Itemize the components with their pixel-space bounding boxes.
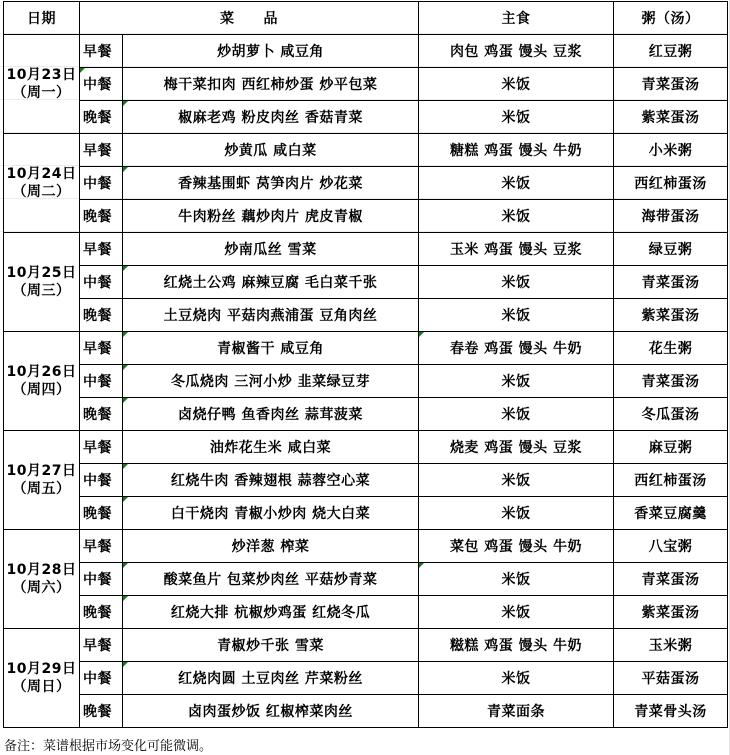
dishes-text: 酸菜鱼片 包菜炒肉丝 平菇炒青菜 <box>163 572 378 588</box>
table-row <box>4 629 728 662</box>
table-row <box>4 35 728 68</box>
date-label: 10月24日 <box>6 166 77 182</box>
dishes-cell[interactable] <box>123 167 419 200</box>
weekday-label: （周二） <box>12 184 71 200</box>
soup-cell[interactable]: 冬瓜蛋汤 <box>614 398 728 431</box>
weekday-label: （周四） <box>12 382 71 398</box>
meal-cell[interactable]: 晚餐 <box>80 299 123 332</box>
meal-cell[interactable] <box>80 68 123 101</box>
date-cell[interactable] <box>4 332 80 431</box>
comment-marker-icon <box>123 596 128 601</box>
soup-cell[interactable]: 花生粥 <box>614 332 728 365</box>
staple-cell[interactable]: 糍糕 鸡蛋 馒头 牛奶 <box>419 629 614 662</box>
comment-marker-icon <box>123 167 128 172</box>
dishes-cell[interactable]: 梅干菜扣肉 西红柿炒蛋 炒平包菜 <box>123 68 419 101</box>
soup-cell[interactable]: 青菜蛋汤 <box>614 68 728 101</box>
dishes-cell[interactable] <box>123 398 419 431</box>
meal-cell[interactable]: 中餐 <box>80 662 123 695</box>
staple-cell[interactable]: 米饭 <box>419 497 614 530</box>
meal-cell[interactable]: 晚餐 <box>80 101 123 134</box>
date-cell[interactable] <box>4 530 80 629</box>
dishes-cell[interactable] <box>123 563 419 596</box>
date-label: 10月25日 <box>6 265 77 281</box>
table-row <box>4 398 728 431</box>
dishes-cell[interactable]: 炒胡萝卜 咸豆角 <box>123 35 419 68</box>
dishes-text: 冬瓜烧肉 三河小炒 韭菜绿豆芽 <box>170 374 371 390</box>
soup-cell[interactable]: 紫菜蛋汤 <box>614 101 728 134</box>
weekday-label: （周一） <box>12 85 71 101</box>
weekday-label: （周五） <box>12 481 71 497</box>
dishes-text: 红烧牛肉 香辣翅根 蒜蓉空心菜 <box>170 473 371 489</box>
dishes-text: 卤烧仔鸭 鱼香肉丝 蒜茸菠菜 <box>178 407 363 423</box>
table-row <box>4 497 728 530</box>
table-row <box>4 266 728 299</box>
dishes-text: 红烧土公鸡 麻辣豆腐 毛白菜千张 <box>163 275 378 291</box>
meal-cell[interactable]: 早餐 <box>80 134 123 167</box>
table-row <box>4 431 728 464</box>
staple-cell[interactable]: 米饭 <box>419 68 614 101</box>
staple-cell[interactable]: 米饭 <box>419 365 614 398</box>
meal-cell[interactable]: 中餐 <box>80 266 123 299</box>
header-staple[interactable]: 主食 <box>419 2 614 35</box>
date-cell[interactable] <box>4 233 80 332</box>
dishes-cell[interactable]: 青椒炒千张 雪菜 <box>123 629 419 662</box>
staple-cell[interactable] <box>419 332 614 365</box>
soup-cell[interactable]: 青菜蛋汤 <box>614 365 728 398</box>
dishes-cell[interactable] <box>123 662 419 695</box>
staple-text: 米饭 <box>501 572 531 588</box>
table-row <box>4 464 728 497</box>
meal-cell[interactable]: 晚餐 <box>80 398 123 431</box>
dishes-text: 香辣基围虾 莴笋肉片 炒花菜 <box>178 176 363 192</box>
staple-cell[interactable]: 米饭 <box>419 398 614 431</box>
soup-cell[interactable]: 绿豆粥 <box>614 233 728 266</box>
comment-marker-icon <box>419 563 424 568</box>
comment-marker-icon <box>123 266 128 271</box>
staple-cell[interactable]: 烧麦 鸡蛋 馒头 豆浆 <box>419 431 614 464</box>
staple-cell[interactable]: 米饭 <box>419 200 614 233</box>
weekly-menu-table <box>3 1 728 728</box>
meal-cell[interactable]: 中餐 <box>80 365 123 398</box>
soup-cell[interactable]: 紫菜蛋汤 <box>614 596 728 629</box>
comment-marker-icon <box>123 332 128 337</box>
table-row <box>4 530 728 563</box>
soup-cell[interactable]: 八宝粥 <box>614 530 728 563</box>
comment-marker-icon <box>123 662 128 667</box>
table-row <box>4 695 728 728</box>
dishes-cell[interactable]: 牛肉粉丝 藕炒肉片 虎皮青椒 <box>123 200 419 233</box>
meal-cell[interactable]: 早餐 <box>80 431 123 464</box>
date-cell[interactable] <box>4 431 80 530</box>
soup-cell[interactable]: 紫菜蛋汤 <box>614 299 728 332</box>
meal-cell[interactable]: 早餐 <box>80 629 123 662</box>
staple-cell[interactable]: 米饭 <box>419 167 614 200</box>
meal-cell[interactable]: 早餐 <box>80 35 123 68</box>
dishes-cell[interactable]: 油炸花生米 咸白菜 <box>123 431 419 464</box>
date-label: 10月23日 <box>6 67 77 83</box>
table-row <box>4 68 728 101</box>
meal-cell[interactable]: 晚餐 <box>80 497 123 530</box>
date-cell[interactable] <box>4 35 80 134</box>
header-row <box>4 2 728 35</box>
comment-marker-icon <box>123 398 128 403</box>
dishes-cell[interactable]: 炒洋葱 榨菜 <box>123 530 419 563</box>
soup-cell[interactable]: 青菜蛋汤 <box>614 563 728 596</box>
staple-cell[interactable]: 米饭 <box>419 464 614 497</box>
meal-label: 中餐 <box>83 77 112 93</box>
comment-marker-icon <box>123 563 128 568</box>
staple-cell[interactable]: 米饭 <box>419 662 614 695</box>
table-row <box>4 332 728 365</box>
date-cell[interactable] <box>4 629 80 728</box>
comment-marker-icon <box>80 68 85 73</box>
soup-cell[interactable]: 青菜蛋汤 <box>614 266 728 299</box>
table-row <box>4 167 728 200</box>
staple-cell[interactable]: 米饭 <box>419 266 614 299</box>
comment-marker-icon <box>419 332 424 337</box>
staple-cell[interactable]: 肉包 鸡蛋 馒头 豆浆 <box>419 35 614 68</box>
table-row <box>4 563 728 596</box>
staple-cell[interactable]: 青菜面条 <box>419 695 614 728</box>
staple-cell[interactable]: 米饭 <box>419 101 614 134</box>
comment-marker-icon <box>123 101 128 106</box>
footnote[interactable]: 备注：菜谱根据市场变化可能微调。 <box>4 739 213 754</box>
meal-cell[interactable]: 早餐 <box>80 233 123 266</box>
soup-cell[interactable]: 海带蛋汤 <box>614 200 728 233</box>
dishes-cell[interactable]: 炒黄瓜 咸白菜 <box>123 134 419 167</box>
staple-cell[interactable]: 玉米 鸡蛋 馒头 豆浆 <box>419 233 614 266</box>
comment-marker-icon <box>123 365 128 370</box>
table-row <box>4 365 728 398</box>
header-dishes[interactable]: 菜 品 <box>80 2 419 35</box>
staple-cell[interactable]: 米饭 <box>419 596 614 629</box>
meal-cell[interactable]: 早餐 <box>80 332 123 365</box>
table-row <box>4 134 728 167</box>
dishes-cell[interactable]: 炒南瓜丝 雪菜 <box>123 233 419 266</box>
date-label: 10月29日 <box>6 661 77 677</box>
staple-cell[interactable]: 米饭 <box>419 299 614 332</box>
dishes-text: 青椒酱干 咸豆角 <box>217 341 324 357</box>
dishes-cell[interactable] <box>123 266 419 299</box>
soup-cell[interactable]: 香菜豆腐羹 <box>614 497 728 530</box>
soup-cell[interactable]: 玉米粥 <box>614 629 728 662</box>
meal-cell[interactable]: 中餐 <box>80 167 123 200</box>
table-row <box>4 233 728 266</box>
soup-cell[interactable]: 麻豆粥 <box>614 431 728 464</box>
soup-cell[interactable]: 青菜骨头汤 <box>614 695 728 728</box>
soup-cell[interactable]: 平菇蛋汤 <box>614 662 728 695</box>
dishes-cell[interactable] <box>123 365 419 398</box>
dishes-cell[interactable] <box>123 101 419 134</box>
soup-cell[interactable]: 西红柿蛋汤 <box>614 464 728 497</box>
dishes-cell[interactable] <box>123 464 419 497</box>
dishes-text: 红烧肉圆 土豆肉丝 芹菜粉丝 <box>178 671 363 687</box>
date-label: 10月27日 <box>6 463 77 479</box>
header-soup[interactable]: 粥（汤） <box>614 2 728 35</box>
header-date[interactable]: 日期 <box>4 2 80 35</box>
comment-marker-icon <box>123 497 128 502</box>
dishes-text: 白干烧肉 青椒小炒肉 烧大白菜 <box>170 506 371 522</box>
dishes-cell[interactable] <box>123 332 419 365</box>
table-row <box>4 662 728 695</box>
meal-cell[interactable]: 晚餐 <box>80 200 123 233</box>
meal-cell[interactable]: 晚餐 <box>80 695 123 728</box>
dishes-cell[interactable]: 土豆烧肉 平菇肉燕浦蛋 豆角肉丝 <box>123 299 419 332</box>
table-row <box>4 299 728 332</box>
staple-cell[interactable]: 糖糕 鸡蛋 馒头 牛奶 <box>419 134 614 167</box>
staple-text: 春卷 鸡蛋 馒头 牛奶 <box>449 341 583 357</box>
staple-cell[interactable] <box>419 563 614 596</box>
dishes-text: 红烧大排 杭椒炒鸡蛋 红烧冬瓜 <box>170 605 371 621</box>
comment-marker-icon <box>123 464 128 469</box>
weekday-label: （周三） <box>12 283 71 299</box>
weekday-label: （周日） <box>12 679 71 695</box>
table-row <box>4 200 728 233</box>
date-cell[interactable] <box>4 134 80 233</box>
weekday-label: （周六） <box>12 580 71 596</box>
soup-cell[interactable]: 西红柿蛋汤 <box>614 167 728 200</box>
meal-cell[interactable]: 早餐 <box>80 530 123 563</box>
table-row <box>4 101 728 134</box>
meal-cell[interactable]: 中餐 <box>80 464 123 497</box>
dishes-text: 椒麻老鸡 粉皮肉丝 香菇青菜 <box>178 110 363 126</box>
table-row <box>4 596 728 629</box>
date-label: 10月26日 <box>6 364 77 380</box>
date-label: 10月28日 <box>6 562 77 578</box>
meal-cell[interactable]: 晚餐 <box>80 596 123 629</box>
dishes-cell[interactable] <box>123 497 419 530</box>
meal-cell[interactable]: 中餐 <box>80 563 123 596</box>
soup-cell[interactable]: 小米粥 <box>614 134 728 167</box>
dishes-cell[interactable] <box>123 596 419 629</box>
soup-cell[interactable]: 红豆粥 <box>614 35 728 68</box>
staple-cell[interactable]: 菜包 鸡蛋 馒头 牛奶 <box>419 530 614 563</box>
dishes-cell[interactable]: 卤肉蛋炒饭 红椒榨菜肉丝 <box>123 695 419 728</box>
